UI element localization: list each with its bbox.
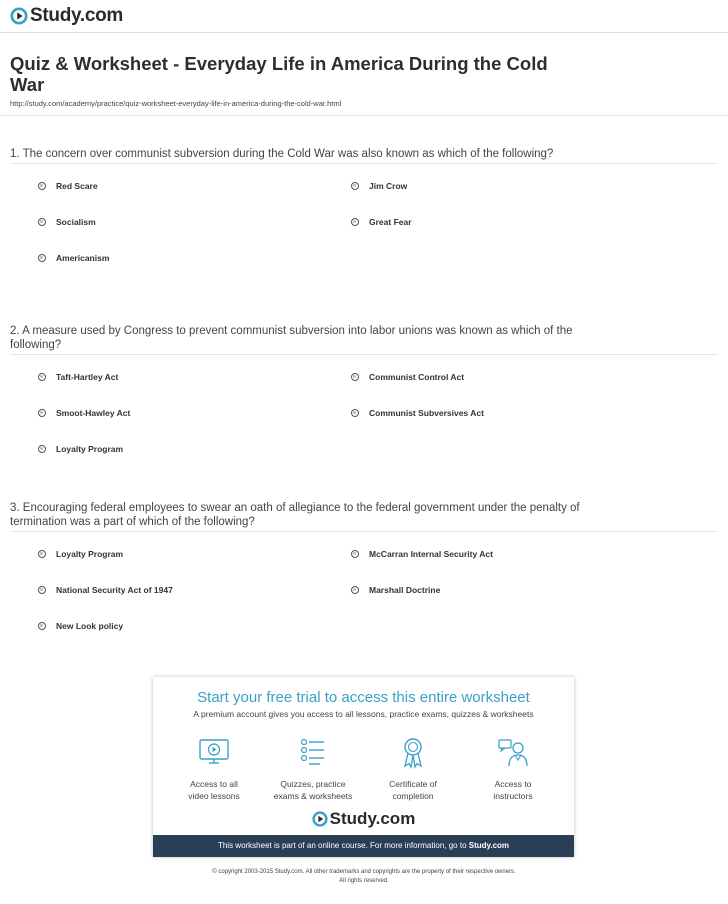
answer-label: Great Fear bbox=[369, 217, 412, 227]
answer-option[interactable] bbox=[351, 585, 440, 595]
answer-option[interactable] bbox=[38, 217, 96, 227]
study-logo[interactable] bbox=[10, 5, 123, 27]
promo-study-logo[interactable] bbox=[153, 809, 574, 829]
answer-option[interactable] bbox=[38, 621, 123, 631]
radio-icon[interactable] bbox=[38, 586, 46, 594]
feature-quizzes bbox=[263, 735, 363, 802]
radio-icon[interactable] bbox=[38, 182, 46, 190]
feature-instructors bbox=[463, 735, 563, 802]
study-logo-icon bbox=[10, 7, 28, 25]
feature-line: Quizzes, practice bbox=[280, 779, 346, 789]
promo-subtitle: A premium account gives you access to all lessons, practice exams, quizzes & worksheets bbox=[193, 709, 534, 719]
answer-option[interactable] bbox=[38, 408, 130, 418]
copyright-line: © copyright 2003-2015 Study.com. All other trademarks and copyrights are the property of their respective owners. bbox=[212, 869, 516, 875]
feature-line: Access to bbox=[494, 779, 532, 789]
answer-option[interactable] bbox=[38, 444, 123, 454]
radio-icon[interactable] bbox=[351, 218, 359, 226]
answer-option[interactable] bbox=[38, 585, 173, 595]
question-text: 2. A measure used by Congress to prevent communist subversion into labor unions was known as which of the following? bbox=[10, 325, 573, 351]
feature-certificate bbox=[363, 735, 463, 802]
certificate-icon bbox=[396, 735, 430, 769]
answer-option[interactable] bbox=[351, 549, 493, 559]
answer-label: Jim Crow bbox=[369, 181, 408, 191]
answer-label: Loyalty Program bbox=[56, 549, 124, 559]
promo-logo-text: Study.com bbox=[329, 809, 416, 828]
study-logo-icon bbox=[312, 811, 328, 827]
feature-line: Certificate of bbox=[389, 779, 437, 789]
answer-label: Red Scare bbox=[56, 181, 98, 191]
question-text: 1. The concern over communist subversion during the Cold War was also known as which of the following? bbox=[10, 148, 554, 160]
answer-option[interactable] bbox=[38, 253, 109, 263]
feature-line: Access to all bbox=[190, 779, 238, 789]
question-3 bbox=[10, 501, 710, 631]
free-trial-promo bbox=[153, 677, 574, 857]
answer-label: Americanism bbox=[56, 253, 110, 263]
promo-bar-text: This worksheet is part of an online course. For more information, go to bbox=[217, 841, 469, 850]
title-divider bbox=[0, 115, 728, 116]
study-logo-text: Study.com bbox=[30, 5, 124, 26]
question-text: 3. Encouraging federal employees to swear an oath of allegiance to the federal government under the penalty of termination was a part of which of the following? bbox=[10, 502, 580, 528]
answer-label: Loyalty Program bbox=[56, 444, 124, 454]
page-url[interactable]: http://study.com/academy/practice/quiz-worksheet-everyday-life-in-america-during-the-cold-war.html bbox=[10, 99, 342, 108]
question-divider bbox=[10, 531, 718, 532]
radio-icon[interactable] bbox=[38, 254, 46, 262]
feature-line: completion bbox=[392, 791, 434, 801]
answer-option[interactable] bbox=[38, 181, 98, 191]
radio-icon[interactable] bbox=[38, 409, 46, 417]
answer-option[interactable] bbox=[351, 372, 464, 382]
feature-line: video lessons bbox=[188, 791, 240, 801]
radio-icon[interactable] bbox=[38, 622, 46, 630]
radio-icon[interactable] bbox=[38, 218, 46, 226]
answer-option[interactable] bbox=[38, 549, 123, 559]
header-divider bbox=[0, 32, 728, 33]
answer-label: New Look policy bbox=[56, 621, 124, 631]
radio-icon[interactable] bbox=[351, 182, 359, 190]
question-divider bbox=[10, 354, 718, 355]
radio-icon[interactable] bbox=[38, 373, 46, 381]
answer-label: Smoot-Hawley Act bbox=[56, 408, 131, 418]
question-2 bbox=[10, 324, 710, 454]
answer-option[interactable] bbox=[38, 372, 118, 382]
video-lesson-icon bbox=[197, 735, 231, 769]
question-divider bbox=[10, 163, 718, 164]
promo-bar-link[interactable]: Study.com bbox=[468, 841, 510, 850]
promo-title[interactable]: Start your free trial to access this entire worksheet bbox=[197, 689, 530, 706]
radio-icon[interactable] bbox=[351, 373, 359, 381]
feature-line: exams & worksheets bbox=[273, 791, 353, 801]
answer-label: McCarran Internal Security Act bbox=[369, 549, 493, 559]
radio-icon[interactable] bbox=[38, 550, 46, 558]
answer-label: Communist Subversives Act bbox=[369, 408, 484, 418]
instructors-icon bbox=[496, 735, 530, 769]
answer-label: National Security Act of 1947 bbox=[56, 585, 173, 595]
answer-option[interactable] bbox=[351, 217, 412, 227]
radio-icon[interactable] bbox=[351, 586, 359, 594]
page-title: Quiz & Worksheet - Everyday Life in America During the Cold War bbox=[10, 53, 548, 95]
answer-label: Taft-Hartley Act bbox=[56, 372, 119, 382]
radio-icon[interactable] bbox=[38, 445, 46, 453]
answer-option[interactable] bbox=[351, 408, 484, 418]
answer-label: Marshall Doctrine bbox=[369, 585, 441, 595]
answer-option[interactable] bbox=[351, 181, 407, 191]
feature-video-lessons bbox=[164, 735, 264, 802]
answer-label: Socialism bbox=[56, 217, 96, 227]
promo-info-bar bbox=[153, 835, 574, 857]
copyright-footer bbox=[0, 868, 728, 886]
question-1 bbox=[10, 147, 710, 263]
radio-icon[interactable] bbox=[351, 409, 359, 417]
answer-label: Communist Control Act bbox=[369, 372, 465, 382]
copyright-line: All rights reserved. bbox=[339, 878, 389, 884]
quiz-list-icon bbox=[296, 735, 330, 769]
feature-line: instructors bbox=[493, 791, 533, 801]
radio-icon[interactable] bbox=[351, 550, 359, 558]
